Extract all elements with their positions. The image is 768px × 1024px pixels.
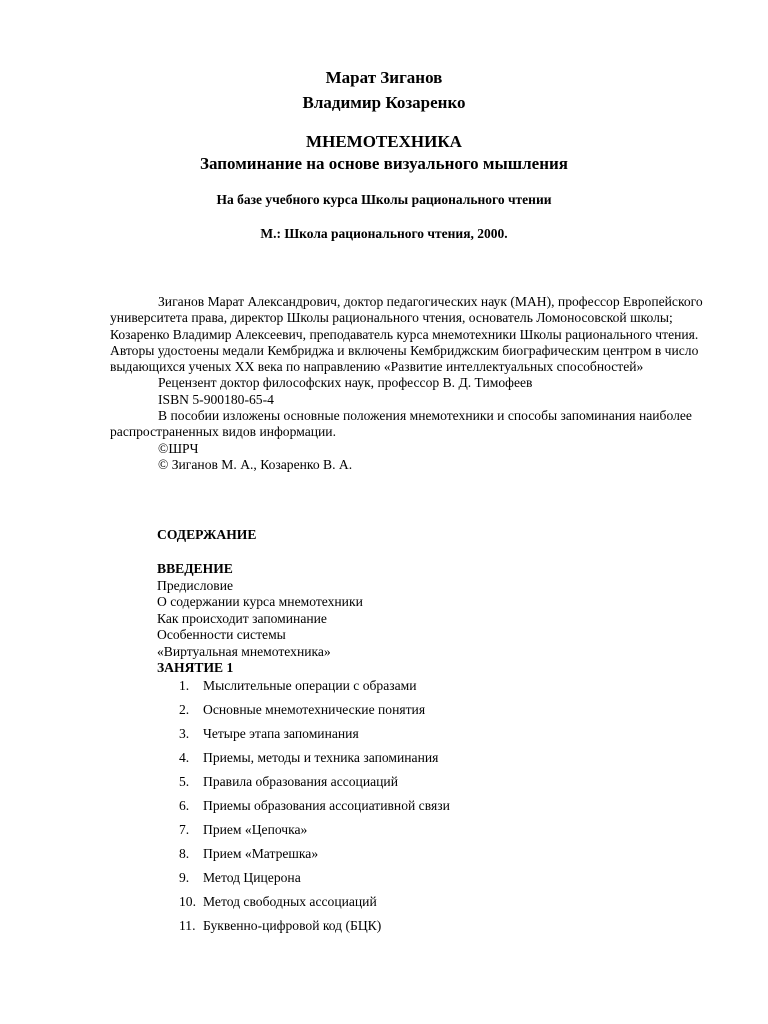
item-number: 6. — [179, 798, 190, 813]
copyright-authors: © Зиганов М. А., Козаренко В. А. — [158, 456, 353, 472]
authors-info: Зиганов Марат Александрович, доктор педагогических наук (МАН), профессор Европейского университета права, директор Школы рационального чтения, основатель Ломоносовской школы; Козаренко Владимир Алексеевич, преподаватель курса мнемотехники Школы рационального чтения. Авторы удостоены медали Кембриджа и включены Кембриджским биографическим центром в число выдающихся ученых XX века по направлению «Развитие интеллектуальных способностей» — [110, 294, 703, 375]
abstract-block — [110, 294, 716, 473]
list-item — [157, 702, 425, 720]
item-number: 8. — [179, 846, 190, 861]
item-number: 11. — [179, 918, 196, 933]
author-name-1: Марат Зиганов — [325, 68, 443, 87]
item-text: Метод Цицерона — [203, 870, 301, 885]
list-item — [157, 846, 318, 864]
toc-intro-item: О содержании курса мнемотехники — [157, 594, 363, 609]
toc-intro-item: Особенности системы — [157, 627, 286, 642]
item-number: 9. — [179, 870, 190, 885]
list-item — [157, 726, 359, 744]
item-text: Правила образования ассоциаций — [203, 774, 398, 789]
item-text: Буквенно-цифровой код (БЦК) — [203, 918, 382, 933]
list-item — [157, 894, 377, 912]
item-number: 7. — [179, 822, 190, 837]
list-item — [157, 798, 450, 816]
list-item — [157, 678, 417, 696]
item-number: 4. — [179, 750, 190, 765]
toc-intro-item: Как происходит запоминание — [157, 610, 327, 626]
intro-heading: ВВЕДЕНИЕ — [157, 561, 233, 576]
item-number: 5. — [179, 774, 190, 789]
lesson-heading: ЗАНЯТИЕ 1 — [157, 660, 234, 675]
summary-text: В пособии изложены основные положения мнемотехники и способы запоминания наиболее распространенных видов информации. — [110, 408, 692, 440]
reviewer-line: Рецензент доктор философских наук, профессор В. Д. Тимофеев — [158, 375, 533, 391]
course-basis: На базе учебного курса Школы рационального чтении — [216, 192, 552, 207]
item-text: Четыре этапа запоминания — [203, 726, 359, 741]
item-text: Метод свободных ассоциаций — [203, 894, 377, 909]
list-item — [157, 870, 301, 888]
publisher-line: М.: Школа рационального чтения, 2000. — [260, 226, 508, 241]
item-number: 3. — [179, 726, 190, 741]
list-item — [157, 750, 438, 768]
item-text: Прием «Цепочка» — [203, 822, 308, 837]
toc-intro-item: Предисловие — [157, 577, 234, 593]
book-title: МНЕМОТЕХНИКА — [306, 132, 462, 151]
table-of-contents — [157, 527, 717, 543]
list-item — [157, 822, 307, 840]
item-text: Приемы, методы и техника запоминания — [203, 750, 439, 765]
copyright-school: ©ШРЧ — [158, 440, 199, 456]
item-text: Основные мнемотехнические понятия — [203, 702, 426, 717]
toc-intro-section — [157, 561, 717, 677]
item-text: Мыслительные операции с образами — [203, 678, 417, 693]
toc-heading: СОДЕРЖАНИЕ — [157, 527, 257, 542]
toc-intro-item: «Виртуальная мнемотехника» — [157, 643, 331, 659]
isbn-line: ISBN 5-900180-65-4 — [158, 391, 274, 407]
item-number: 2. — [179, 702, 190, 717]
author-name-2: Владимир Козаренко — [302, 93, 466, 112]
list-item — [157, 918, 381, 936]
item-text: Приемы образования ассоциативной связи — [203, 798, 450, 813]
item-number: 10. — [179, 894, 196, 909]
list-item — [157, 774, 398, 792]
book-subtitle: Запоминание на основе визуального мышления — [199, 154, 569, 173]
item-text: Прием «Матрешка» — [203, 846, 319, 861]
item-number: 1. — [179, 678, 190, 693]
